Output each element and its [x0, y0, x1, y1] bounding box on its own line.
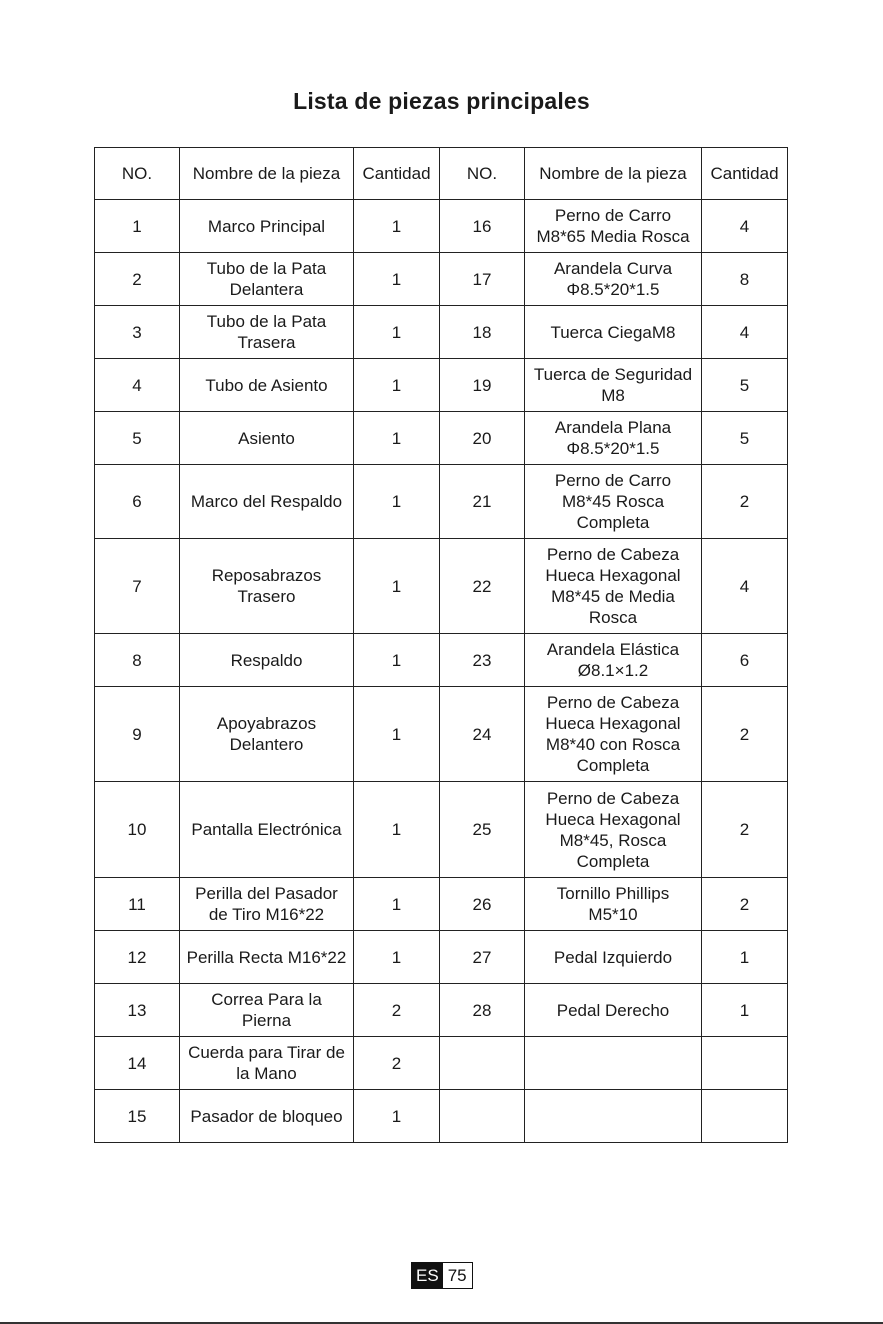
cell-qty-left: 2 — [354, 984, 440, 1037]
cell-qty-right: 5 — [702, 359, 788, 412]
table-row — [95, 984, 788, 1037]
page-number: 75 — [443, 1263, 472, 1288]
cell-qty-left: 2 — [354, 1037, 440, 1090]
cell-no-left: 2 — [95, 253, 180, 306]
cell-no-left: 1 — [95, 200, 180, 253]
cell-qty-right: 1 — [702, 931, 788, 984]
cell-name-left: Reposabrazos Trasero — [180, 539, 354, 634]
cell-no-left: 5 — [95, 412, 180, 465]
cell-name-right: Arandela Elástica Ø8.1×1.2 — [525, 634, 702, 687]
language-badge: ES — [412, 1263, 443, 1288]
col-header-name-right: Nombre de la pieza — [525, 148, 702, 200]
cell-name-right: Perno de Cabeza Hueca Hexagonal M8*45 de Media Rosca — [525, 539, 702, 634]
cell-no-left: 3 — [95, 306, 180, 359]
cell-name-right: Arandela Curva Φ8.5*20*1.5 — [525, 253, 702, 306]
cell-no-right — [440, 1037, 525, 1090]
table-row — [95, 306, 788, 359]
table-row — [95, 878, 788, 931]
table-row — [95, 200, 788, 253]
cell-no-right: 23 — [440, 634, 525, 687]
cell-name-right — [525, 1037, 702, 1090]
cell-qty-left: 1 — [354, 359, 440, 412]
cell-name-left: Perilla Recta M16*22 — [180, 931, 354, 984]
cell-name-right: Arandela Plana Φ8.5*20*1.5 — [525, 412, 702, 465]
cell-no-left: 6 — [95, 465, 180, 539]
cell-name-right: Pedal Derecho — [525, 984, 702, 1037]
cell-name-right: Tuerca de Seguridad M8 — [525, 359, 702, 412]
cell-no-right: 26 — [440, 878, 525, 931]
table-row — [95, 412, 788, 465]
cell-no-right: 19 — [440, 359, 525, 412]
cell-qty-right: 8 — [702, 253, 788, 306]
cell-qty-left: 1 — [354, 200, 440, 253]
cell-qty-left: 1 — [354, 1090, 440, 1143]
cell-name-right: Tuerca CiegaM8 — [525, 306, 702, 359]
col-header-no-right: NO. — [440, 148, 525, 200]
header-row — [95, 148, 788, 200]
cell-no-right — [440, 1090, 525, 1143]
table-row — [95, 539, 788, 634]
table-row — [95, 931, 788, 984]
cell-qty-left: 1 — [354, 412, 440, 465]
cell-name-right: Tornillo Phillips M5*10 — [525, 878, 702, 931]
cell-qty-right: 4 — [702, 539, 788, 634]
cell-qty-right: 4 — [702, 306, 788, 359]
cell-no-left: 4 — [95, 359, 180, 412]
cell-qty-left: 1 — [354, 539, 440, 634]
page-footer — [411, 1262, 473, 1289]
cell-no-right: 17 — [440, 253, 525, 306]
cell-qty-right: 2 — [702, 878, 788, 931]
cell-name-right: Pedal Izquierdo — [525, 931, 702, 984]
cell-qty-right: 4 — [702, 200, 788, 253]
cell-name-right: Perno de Cabeza Hueca Hexagonal M8*40 con Rosca Completa — [525, 687, 702, 782]
cell-qty-right: 5 — [702, 412, 788, 465]
cell-name-left: Marco del Respaldo — [180, 465, 354, 539]
cell-qty-left: 1 — [354, 931, 440, 984]
cell-no-left: 12 — [95, 931, 180, 984]
cell-qty-left: 1 — [354, 878, 440, 931]
table-row — [95, 1037, 788, 1090]
cell-no-right: 18 — [440, 306, 525, 359]
table-row — [95, 1090, 788, 1143]
cell-name-left: Correa Para la Pierna — [180, 984, 354, 1037]
cell-name-left: Perilla del Pasador de Tiro M16*22 — [180, 878, 354, 931]
cell-name-right: Perno de Cabeza Hueca Hexagonal M8*45, Rosca Completa — [525, 782, 702, 878]
table-row — [95, 782, 788, 878]
cell-name-left: Cuerda para Tirar de la Mano — [180, 1037, 354, 1090]
cell-no-right: 22 — [440, 539, 525, 634]
cell-name-right — [525, 1090, 702, 1143]
cell-no-left: 13 — [95, 984, 180, 1037]
cell-qty-left: 1 — [354, 306, 440, 359]
table-row — [95, 465, 788, 539]
cell-name-left: Respaldo — [180, 634, 354, 687]
cell-qty-right: 2 — [702, 465, 788, 539]
table-row — [95, 359, 788, 412]
parts-table — [94, 147, 788, 1143]
cell-no-left: 11 — [95, 878, 180, 931]
cell-qty-right — [702, 1090, 788, 1143]
col-header-name-left: Nombre de la pieza — [180, 148, 354, 200]
cell-name-left: Asiento — [180, 412, 354, 465]
cell-qty-left: 1 — [354, 465, 440, 539]
cell-name-left: Apoyabrazos Delantero — [180, 687, 354, 782]
cell-qty-right: 6 — [702, 634, 788, 687]
cell-qty-right: 1 — [702, 984, 788, 1037]
cell-no-right: 20 — [440, 412, 525, 465]
cell-name-left: Marco Principal — [180, 200, 354, 253]
cell-no-left: 8 — [95, 634, 180, 687]
cell-no-left: 14 — [95, 1037, 180, 1090]
cell-name-left: Tubo de Asiento — [180, 359, 354, 412]
table-row — [95, 253, 788, 306]
cell-qty-left: 1 — [354, 782, 440, 878]
cell-no-right: 25 — [440, 782, 525, 878]
cell-name-left: Tubo de la Pata Delantera — [180, 253, 354, 306]
cell-no-left: 7 — [95, 539, 180, 634]
cell-no-right: 16 — [440, 200, 525, 253]
cell-name-right: Perno de Carro M8*45 Rosca Completa — [525, 465, 702, 539]
table-row — [95, 687, 788, 782]
cell-name-left: Pasador de bloqueo — [180, 1090, 354, 1143]
table-row — [95, 634, 788, 687]
cell-name-left: Tubo de la Pata Trasera — [180, 306, 354, 359]
cell-name-left: Pantalla Electrónica — [180, 782, 354, 878]
cell-qty-right — [702, 1037, 788, 1090]
cell-qty-left: 1 — [354, 253, 440, 306]
cell-no-left: 15 — [95, 1090, 180, 1143]
col-header-no-left: NO. — [95, 148, 180, 200]
col-header-qty-left: Cantidad — [354, 148, 440, 200]
cell-name-right: Perno de Carro M8*65 Media Rosca — [525, 200, 702, 253]
col-header-qty-right: Cantidad — [702, 148, 788, 200]
cell-no-right: 21 — [440, 465, 525, 539]
cell-qty-left: 1 — [354, 634, 440, 687]
cell-no-right: 28 — [440, 984, 525, 1037]
cell-no-right: 24 — [440, 687, 525, 782]
cell-no-left: 9 — [95, 687, 180, 782]
cell-no-left: 10 — [95, 782, 180, 878]
cell-no-right: 27 — [440, 931, 525, 984]
cell-qty-right: 2 — [702, 687, 788, 782]
cell-qty-right: 2 — [702, 782, 788, 878]
cell-qty-left: 1 — [354, 687, 440, 782]
page-title: Lista de piezas principales — [293, 88, 590, 114]
